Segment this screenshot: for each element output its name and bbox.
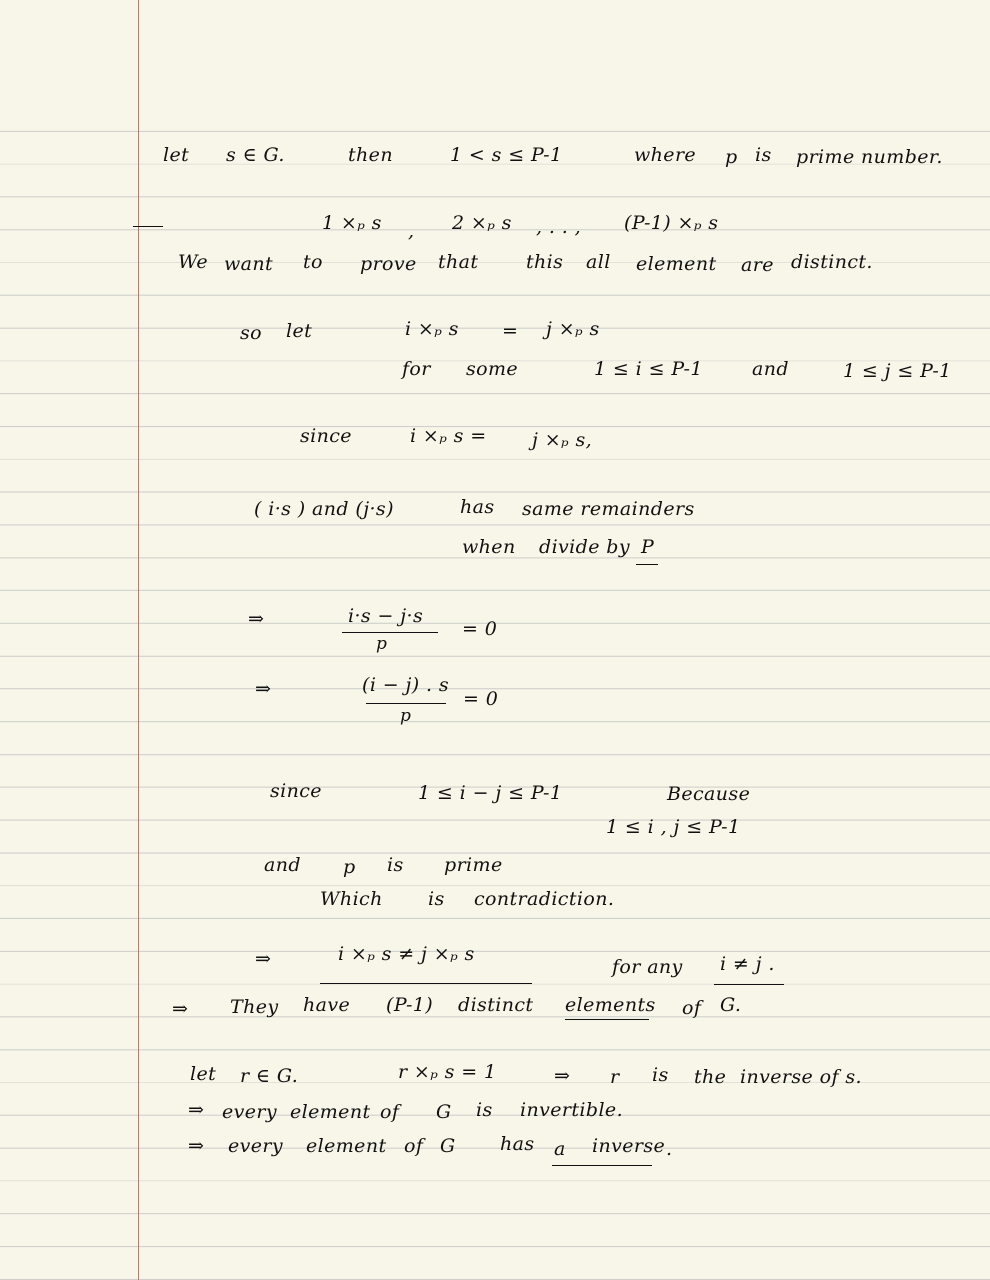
underline-statement <box>320 983 532 984</box>
text-r-xp-s-eq-1: r ×ₚ s = 1 <box>398 1061 497 1083</box>
text-range-s: 1 < s ≤ P-1 <box>450 144 563 166</box>
text-element-2: element <box>290 1101 371 1123</box>
text-divide-by: divide by <box>539 536 630 558</box>
text-let-2: let <box>286 320 313 342</box>
fraction-bar-2 <box>366 703 446 704</box>
text-distinct-2: distinct <box>458 994 534 1016</box>
text-is-4: is <box>652 1064 669 1086</box>
text-range-i-j: 1 ≤ i , j ≤ P-1 <box>606 816 741 838</box>
text-g-2: G <box>436 1101 452 1123</box>
text-all: all <box>586 251 611 273</box>
text-invertible: invertible. <box>520 1099 624 1121</box>
text-for: for <box>402 358 431 380</box>
text-of: of <box>682 997 702 1019</box>
text-not-equal-statement: i ×ₚ s ≠ j ×ₚ s <box>338 943 475 965</box>
text-then: then <box>348 144 393 166</box>
text-denominator-2: p <box>400 706 412 726</box>
text-denominator-1: p <box>376 634 388 654</box>
text-so: so <box>240 322 262 344</box>
text-is-3: is <box>428 888 445 910</box>
text-every-2: every <box>228 1135 284 1157</box>
text-comma: , <box>408 220 415 242</box>
text-prime: prime <box>444 854 503 876</box>
text-want: want <box>224 253 274 275</box>
text-the: the <box>694 1066 727 1088</box>
text-for-any: for any <box>612 956 683 978</box>
text-j-xp-s-comma: j ×ₚ s, <box>532 429 593 451</box>
text-i-xp-s: i ×ₚ s <box>405 318 459 340</box>
implies-arrow: ⇒ <box>554 1065 571 1087</box>
text-inverse-of-s: inverse of s. <box>740 1066 862 1088</box>
text-p: p <box>725 146 738 168</box>
implies-arrow: ⇒ <box>248 608 265 630</box>
text-range-j: 1 ≤ j ≤ P-1 <box>843 360 952 382</box>
text-1-xp-s: 1 ×ₚ s <box>322 212 382 234</box>
text-we: We <box>178 251 209 273</box>
text-divisor-p: P <box>641 536 655 558</box>
underline-i-neq-j <box>714 984 784 985</box>
text-eq-zero-1: = 0 <box>462 618 498 640</box>
text-since-2: since <box>270 780 322 802</box>
text-j-xp-s: j ×ₚ s <box>546 318 600 340</box>
underline-p <box>636 564 658 565</box>
text-some: some <box>466 358 519 380</box>
text-same-remainders: same remainders <box>522 498 695 520</box>
text-let: let <box>163 144 190 166</box>
text-that: that <box>438 251 479 273</box>
text-because: Because <box>667 783 751 805</box>
text-let-3: let <box>190 1063 217 1085</box>
implies-arrow: ⇒ <box>255 678 272 700</box>
text-since: since <box>300 425 352 447</box>
text-inverse: inverse <box>592 1135 666 1157</box>
text-ellipsis: , . . , <box>536 216 582 238</box>
text-p-minus-1: (P-1) <box>386 994 434 1016</box>
text-has-2: has <box>500 1133 535 1155</box>
text-contradiction: contradiction. <box>474 888 615 910</box>
text-is-2: is <box>387 854 404 876</box>
text-they: They <box>230 996 279 1018</box>
text-p1-xp-s: (P-1) ×ₚ s <box>624 212 719 234</box>
text-of-3: of <box>404 1135 424 1157</box>
text-i-xp-s-eq: i ×ₚ s = <box>410 425 487 447</box>
page-header-area <box>0 0 990 130</box>
text-period: . <box>666 1138 673 1160</box>
text-is-and-js: ( i·s ) and (j·s) <box>254 498 394 520</box>
text-2-xp-s: 2 ×ₚ s <box>452 212 512 234</box>
text-element: element <box>636 253 717 275</box>
text-range-i-minus-j: 1 ≤ i − j ≤ P-1 <box>418 782 563 804</box>
implies-arrow: ⇒ <box>188 1099 205 1121</box>
text-are: are <box>741 254 774 276</box>
text-this: this <box>526 251 564 273</box>
red-margin-line <box>138 0 139 1280</box>
text-p-2: p <box>343 856 356 878</box>
implies-arrow: ⇒ <box>255 948 272 970</box>
implies-arrow: ⇒ <box>172 998 189 1020</box>
text-has: has <box>460 496 495 518</box>
text-and: and <box>752 358 789 380</box>
text-numerator-2: (i − j) . s <box>362 674 450 696</box>
text-every: every <box>222 1101 278 1123</box>
text-g-3: G <box>440 1135 456 1157</box>
text-element-3: element <box>306 1135 387 1157</box>
text-where: where <box>634 144 697 166</box>
text-is-5: is <box>476 1099 493 1121</box>
text-numerator-1: i·s − j·s <box>348 605 424 627</box>
text-s-in-g: s ∈ G. <box>226 144 285 166</box>
margin-tick-mark <box>133 226 163 227</box>
text-when: when <box>462 536 516 558</box>
text-prime-number: prime number. <box>796 146 943 168</box>
text-distinct: distinct. <box>791 251 873 273</box>
text-which: Which <box>320 888 383 910</box>
underline-elements <box>565 1019 649 1020</box>
text-g: G. <box>720 994 742 1016</box>
text-i-neq-j: i ≠ j . <box>720 953 775 975</box>
fraction-bar-1 <box>342 632 438 633</box>
text-r-in-g: r ∈ G. <box>240 1065 299 1087</box>
text-prove: prove <box>360 253 417 275</box>
text-eq-zero-2: = 0 <box>463 688 499 710</box>
text-have: have <box>303 994 351 1016</box>
text-r: r <box>610 1066 620 1088</box>
underline-a-inverse <box>552 1165 652 1166</box>
text-and-2: and <box>264 854 301 876</box>
text-elements: elements <box>565 994 656 1016</box>
text-of-2: of <box>380 1101 400 1123</box>
text-equals: = <box>502 320 519 342</box>
text-is: is <box>755 144 772 166</box>
text-to: to <box>303 251 323 273</box>
text-range-i: 1 ≤ i ≤ P-1 <box>594 358 703 380</box>
implies-arrow: ⇒ <box>188 1135 205 1157</box>
text-a: a <box>554 1138 566 1160</box>
